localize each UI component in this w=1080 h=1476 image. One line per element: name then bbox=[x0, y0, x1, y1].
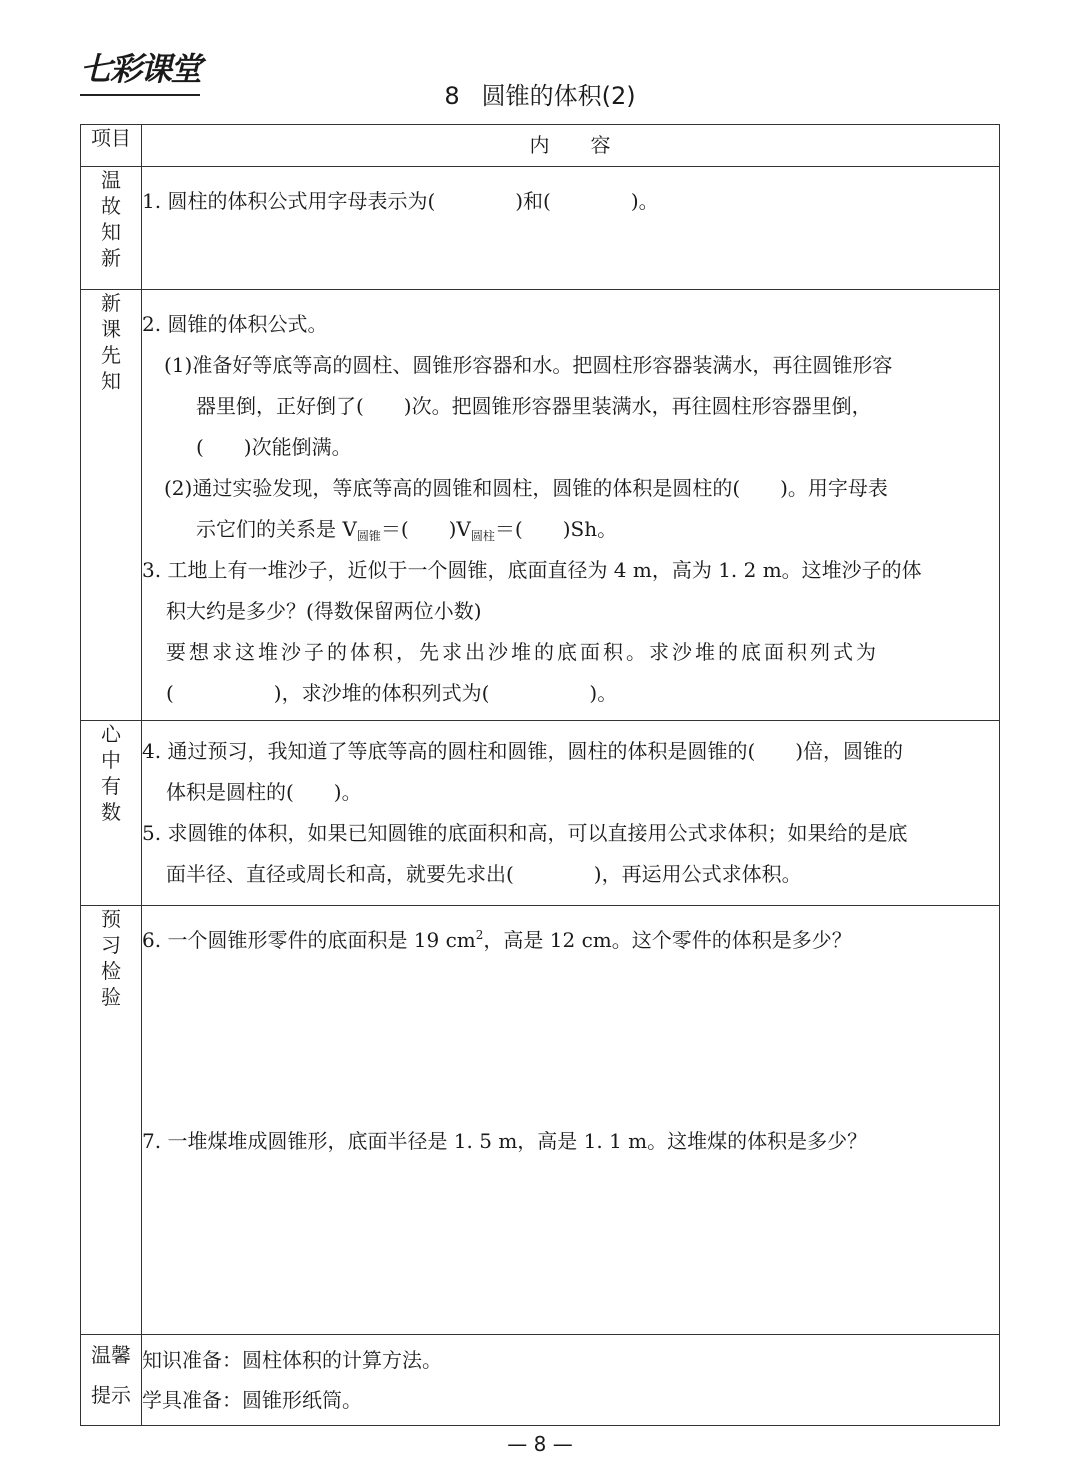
lesson-title: 圆锥的体积(2) bbox=[481, 82, 636, 110]
section-label-tips: 温馨 提示 bbox=[81, 1335, 142, 1426]
question-2-1-line-b: 器里倒，正好倒了( )次。把圆锥形容器里装满水，再往圆柱形容器里倒， bbox=[196, 394, 872, 418]
question-2-1-line-c: ( )次能倒满。 bbox=[196, 435, 352, 459]
page-title bbox=[0, 76, 1080, 111]
section-label-summary: 心中有数 bbox=[81, 721, 142, 906]
section-label-check: 预习检验 bbox=[81, 906, 142, 1335]
section-check bbox=[81, 906, 1000, 1335]
header-content: 内 容 bbox=[142, 125, 1000, 167]
answer-space-7[interactable] bbox=[142, 1162, 999, 1312]
new-knowledge-content bbox=[142, 290, 1000, 721]
review-content bbox=[142, 167, 1000, 290]
question-2-1-line-a: (1)准备好等底等高的圆柱、圆锥形容器和水。把圆柱形容器装满水，再往圆锥形容 bbox=[164, 353, 893, 377]
section-new-knowledge bbox=[81, 290, 1000, 721]
tip-tools: 学具准备：圆锥形纸筒。 bbox=[142, 1388, 362, 1412]
answer-space-6[interactable] bbox=[142, 961, 999, 1121]
question-7: 7. 一堆煤堆成圆锥形，底面半径是 1. 5 m，高是 1. 1 m。这堆煤的体积是多少？ bbox=[142, 1129, 868, 1153]
logo-text: 七彩课堂 bbox=[80, 50, 201, 88]
question-3-line-b: 积大约是多少？(得数保留两位小数) bbox=[166, 599, 482, 623]
question-6: 6. 一个圆锥形零件的底面积是 19 $cm^2$，高是 12 cm。这个零件的体积是多少？ bbox=[142, 928, 852, 952]
question-1: 1. 圆柱的体积公式用字母表示为( )和( )。 bbox=[142, 189, 659, 213]
page-number: — 8 — bbox=[507, 1432, 573, 1456]
worksheet-table bbox=[80, 124, 1000, 1426]
tips-content bbox=[142, 1335, 1000, 1426]
question-4-line-a: 4. 通过预习，我知道了等底等高的圆柱和圆锥，圆柱的体积是圆锥的( )倍，圆锥的 bbox=[142, 739, 904, 763]
header-item: 项目 bbox=[81, 125, 142, 167]
table-header-row bbox=[81, 125, 1000, 167]
section-tips bbox=[81, 1335, 1000, 1426]
check-content bbox=[142, 906, 1000, 1335]
section-label-new-knowledge: 新课先知 bbox=[81, 290, 142, 721]
lesson-number: 8 bbox=[444, 82, 460, 110]
summary-content bbox=[142, 721, 1000, 906]
question-3-line-d: ( )，求沙堆的体积列式为( )。 bbox=[166, 681, 618, 705]
section-review bbox=[81, 167, 1000, 290]
question-5-line-a: 5. 求圆锥的体积，如果已知圆锥的底面积和高，可以直接用公式求体积；如果给的是底 bbox=[142, 821, 908, 845]
question-4-line-b: 体积是圆柱的( )。 bbox=[166, 780, 362, 804]
question-2-2-line-b: 示它们的关系是 $V_{圆锥}=$( )$V_{圆柱}=$( )Sh。 bbox=[196, 517, 618, 543]
section-summary bbox=[81, 721, 1000, 906]
tip-knowledge: 知识准备：圆柱体积的计算方法。 bbox=[142, 1348, 442, 1372]
section-label-review: 温故知新 bbox=[81, 167, 142, 290]
question-2-2-line-a: (2)通过实验发现，等底等高的圆锥和圆柱，圆锥的体积是圆柱的( )。用字母表 bbox=[164, 476, 888, 500]
question-3-line-a: 3. 工地上有一堆沙子，近似于一个圆锥，底面直径为 4 m，高为 1. 2 m。这堆沙子的体 bbox=[142, 558, 922, 582]
question-2: 2. 圆锥的体积公式。 bbox=[142, 312, 328, 336]
question-3-line-c: 要想求这堆沙子的体积，先求出沙堆的底面积。求沙堆的底面积列式为 bbox=[166, 640, 879, 664]
question-5-line-b: 面半径、直径或周长和高，就要先求出( )，再运用公式求体积。 bbox=[166, 862, 802, 886]
